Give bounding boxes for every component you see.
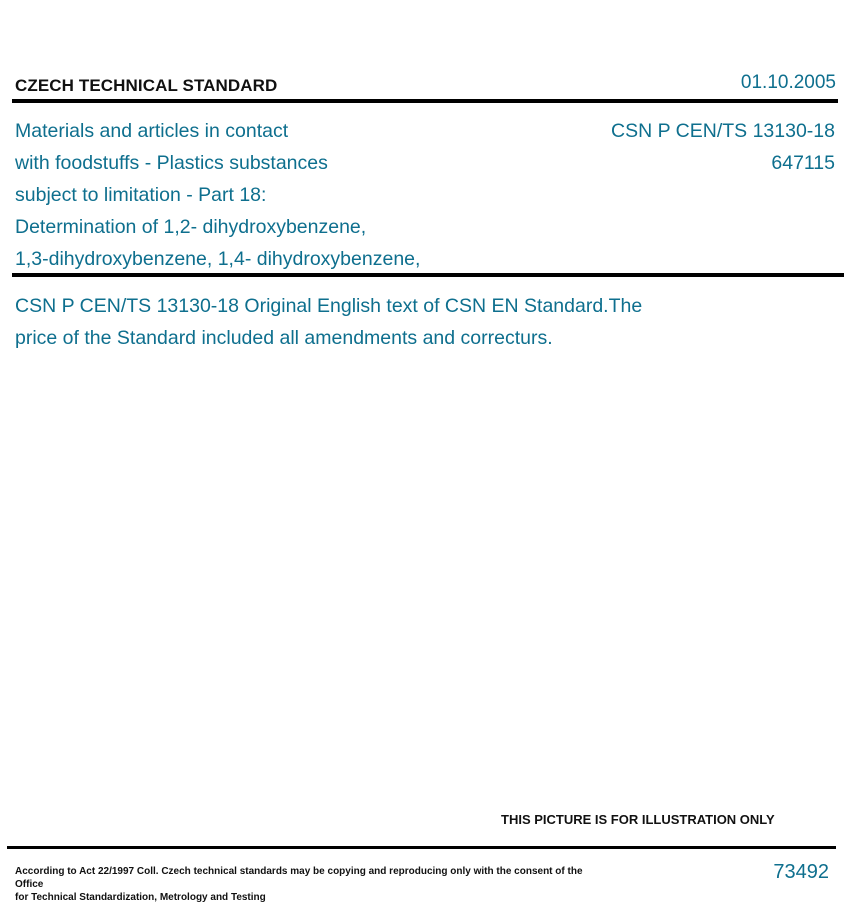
legal-line: According to Act 22/1997 Coll. Czech technical standards may be copying and reproducing only with the consent of the Office <box>15 866 583 890</box>
title-line: 1,3-dihydroxybenzene, 1,4- dihydroxybenzene, <box>15 248 421 270</box>
illustration-disclaimer: THIS PICTURE IS FOR ILLUSTRATION ONLY <box>501 812 775 827</box>
legal-line: for Technical Standardization, Metrology and Testing <box>15 892 266 903</box>
publication-date: 01.10.2005 <box>740 72 836 93</box>
catalog-number: 647115 <box>771 152 835 174</box>
title-line: Materials and articles in contact <box>15 120 289 142</box>
header-divider <box>12 99 838 103</box>
legal-notice <box>15 865 585 904</box>
footer-code: 73492 <box>773 861 829 883</box>
footer-divider <box>7 846 836 849</box>
title-divider <box>12 273 844 277</box>
standard-description <box>15 290 735 354</box>
description-line: CSN P CEN/TS 13130-18 Original English text of CSN EN Standard.The <box>15 295 643 317</box>
standard-designation: CSN P CEN/TS 13130-18 <box>611 120 835 142</box>
title-line: subject to limitation - Part 18: <box>15 184 267 206</box>
title-line: Determination of 1,2- dihydroxybenzene, <box>15 216 367 238</box>
document-heading: CZECH TECHNICAL STANDARD <box>15 76 278 95</box>
title-line: with foodstuffs - Plastics substances <box>15 152 328 174</box>
standard-title <box>15 115 535 275</box>
standard-identifiers <box>611 115 835 179</box>
description-line: price of the Standard included all amendments and correcturs. <box>15 327 553 349</box>
